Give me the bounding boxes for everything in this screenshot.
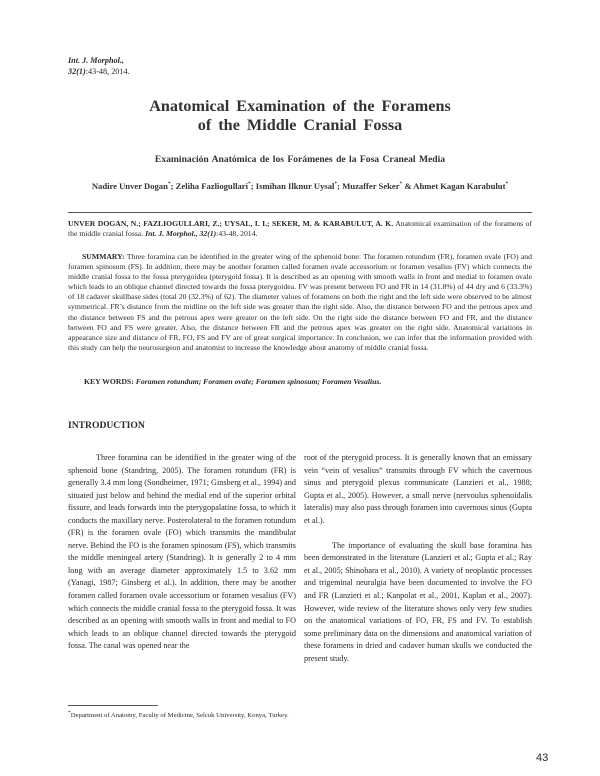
author-name: Zeliha Fazliogullari — [175, 181, 248, 191]
journal-volume: 32(1) — [68, 66, 86, 76]
author-affiliation-mark: * — [167, 181, 171, 188]
author-name: Ahmet Kagan Karabulut — [413, 181, 506, 191]
intro-paragraph-1-continued: root of the pterygoid process. It is generally known that an emissary vein “vein of vesalius” transmits through FV which the cavernous sinus and pterygoid plexus communicate (Lanzieri et al., 1988; Gupta et al., 2005). However, a small nerve (nervoulus sphenoidalis lateralis) may also pass through foramen into cavernous sinus (Gupta et al.). — [304, 453, 532, 525]
citation — [68, 219, 532, 239]
introduction-heading: INTRODUCTION — [68, 420, 145, 431]
author-affiliation-mark: * — [399, 181, 403, 188]
keywords-text: Foramen rotundum; Foramen ovale; Foramen spinosum; Foramen Vesalius. — [135, 377, 382, 386]
author-name: Nadire Unver Dogan — [91, 181, 168, 191]
journal-pages: :43-48, 2014. — [85, 66, 130, 76]
abstract — [68, 252, 532, 353]
body-column-left — [68, 452, 296, 653]
citation-title: Anatomical examination of the foramens of the middle cranial fossa. — [68, 219, 533, 239]
paper-title — [100, 97, 500, 135]
author-list — [40, 181, 560, 191]
author-separator: & — [402, 181, 414, 191]
summary-text: Three foramina can be identified in the greater wing of the sphenoid bone: The foramen rotundum (FR), foramen ovale (FO) and foramen spinosum (FS). In addition, there may be another foramen called foramen ovale accessorium or foramen vesalius (FV) which connects the middle cranial fossa to the fossa pterygoidea (pterygoid fossa). It is described as an opening with smooth walls in front and medial to foramen ovale which leads to an oblique channel directed towards the fossa pterygoidea. FV was present between FO and FR in 14 (31.8%) of 44 dry and 6 (33.3%) of 18 cadaver skullbase sides (total 20 (32.3%) of 62). The diameter values of foramens on both the right and the left side were observed to be almost symmetrical. FR’s distance from the midline on the left side was greater than the right side. Also, the distance between FO and the petrous apex and the distance between FS and the petrous apex were greater on the left side. On the right side the distance between FO and FR, and the distance between FO and FS were greater. Also, the distance between FR and the petrous apex was greater on the right side. Anatomical variations in appearance size and distance of FR, FO, FS and FV are of great surgical importance. In conclusion, we can infer that the information provided with this study can help the neurosurgeon and anatomist to increase the knowledge about anatomy of middle cranial fossa. — [68, 252, 532, 352]
keywords — [84, 377, 532, 386]
author-affiliation-mark: * — [248, 181, 251, 188]
author-name: Muzaffer Seker — [342, 181, 400, 191]
journal-name: Int. J. Morphol., — [68, 56, 124, 65]
intro-paragraph-2: The importance of evaluating the skull base foramina has been demonstrated in the literature (Lanzieri et al.; Gupta et al.; Ray et al., 2005; Shinohara et al., 2010). A variety of neoplastic processes and trigeminal neuralgia have been documented to involve the FO and FR (Lanzieri et al.; Kanpolat et al., 2001, Kaplan et al., 2007). However, wide review of the literature shows only very few studies on the anatomical variations of FO, FR, FS and FV. To establish some preliminary data on the dimensions and anatomical variation of these foramens in dried and cadaver human skulls we conducted the present study. — [304, 540, 532, 663]
footnote-mark: * — [68, 710, 71, 716]
footnote-divider — [68, 705, 158, 706]
body-column-right — [304, 452, 532, 665]
affiliation-footnote — [68, 710, 468, 719]
author-separator: ; — [170, 181, 176, 191]
author-affiliation-mark: * — [505, 181, 509, 188]
summary-label: SUMMARY: — [82, 252, 125, 261]
author-affiliation-mark: * — [334, 181, 338, 188]
author-name: Ismihan Ilknur Uysal — [255, 181, 335, 191]
keywords-label: KEY WORDS: — [84, 377, 134, 386]
title-line-2: of the Middle Cranial Fossa — [197, 116, 403, 134]
author-separator: ; — [337, 181, 343, 191]
title-line-1: Anatomical Examination of the Foramens — [149, 97, 451, 115]
page-number: 43 — [536, 752, 549, 764]
citation-pages: :43-48, 2014. — [216, 229, 258, 239]
footnote-text: Department of Anatomy, Faculty of Medicine, Selcuk University, Konya, Turkey. — [70, 712, 289, 720]
header-divider — [68, 212, 532, 213]
author-separator: ; — [250, 181, 256, 191]
citation-authors: UNVER DOGAN, N.; FAZLIOGULLARI, Z.; UYSAL, I. I.; SEKER, M. & KARABULUT, A. K. — [68, 219, 394, 228]
spanish-title: Examinación Anatómica de los Forámenes de la Fosa Craneal Media — [154, 154, 446, 165]
citation-journal: Int. J. Morphol., 32(1) — [145, 229, 217, 239]
journal-header — [68, 56, 130, 77]
intro-paragraph-1: Three foramina can be identified in the greater wing of the sphenoid bone (Standring, 2005). The foramen rotundum (FR) is generally 3.4 mm long (Sondheimer, 1971; Ginsberg et al., 1994) and situated just below and behind the medial end of the superior orbital fissure, and leads forwards into the pterygopalatine fossa, to which it conducts the maxillary nerve. Posterolateral to the foramen rotundum (FR) is the foramen ovale (FO) which transmits the mandibular nerve. Behind the FO is the foramen spinosum (FS), which transmits the middle meningeal artery (Standring). It is generally 2 to 4 mm long with an average diameter approximately 1.5 to 3.62 mm (Yanagi, 1987; Ginsberg et al.). In addition, there may be another foramen called foramen ovale accessorium or foramen vesalius (FV) which connects the middle cranial fossa to the pterygoid fossa. It was described as an opening with smooth walls in front and medial to FO which leads to an oblique channel directed towards the pterygoid fossa. The canal was opened near the — [68, 453, 296, 651]
